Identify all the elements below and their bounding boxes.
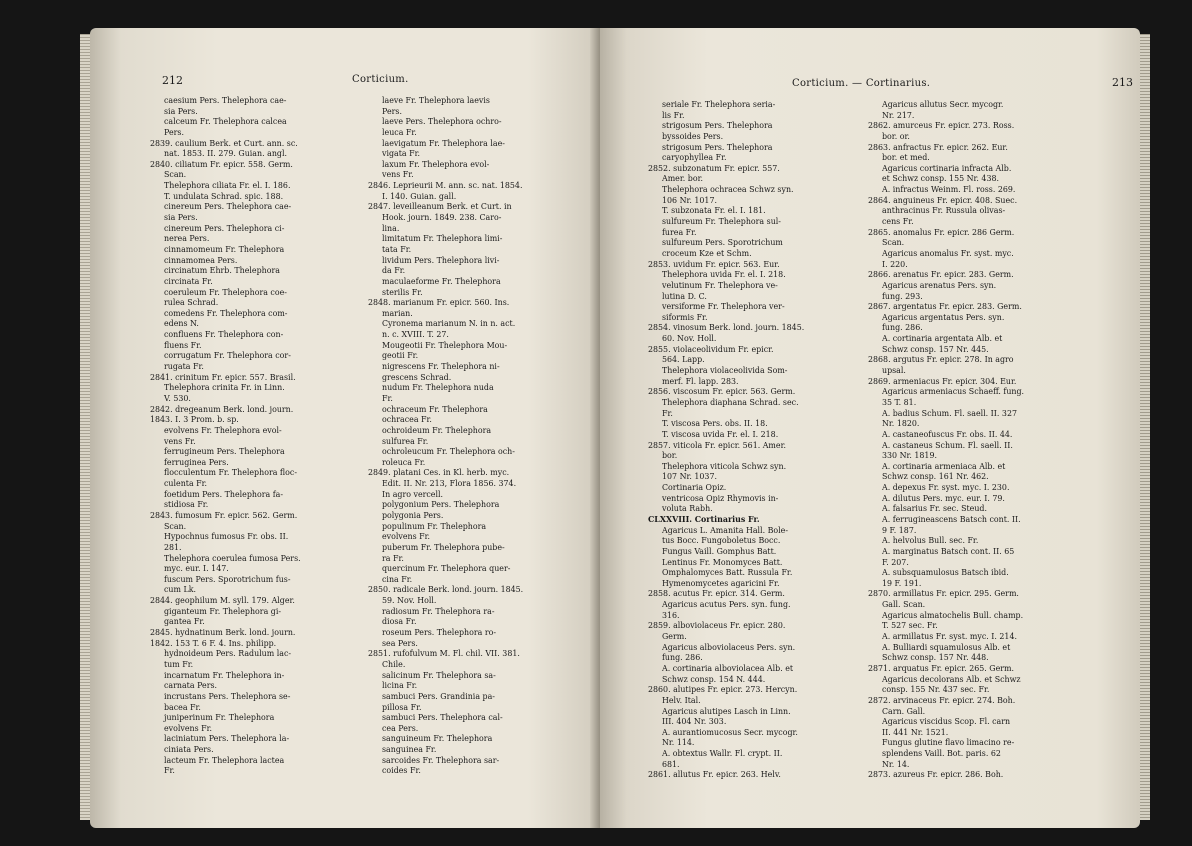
left-col1-line: sia Pers. bbox=[164, 213, 198, 223]
left-col1-line: ferruginea Pers. bbox=[164, 457, 229, 467]
right-col1-line: 564. Lapp. bbox=[662, 355, 705, 365]
right-col2-line: consp. 155 Nr. 437 sec. Fr. bbox=[882, 685, 990, 695]
right-col1-line: croceum Kze et Schm. bbox=[662, 248, 752, 258]
left-col1-line: nat. 1853. II. 279. Guian. angl. bbox=[164, 149, 287, 159]
left-col2-line: ochroleucum Fr. Thelephora och- bbox=[382, 447, 515, 457]
right-col1-line: versiforme Fr. Thelephora ver- bbox=[662, 302, 785, 312]
left-col1-line: fuscum Pers. Sporotrichum fus- bbox=[164, 574, 291, 584]
right-col2-line: Agaricus decolorans Alb. et Schwz bbox=[882, 674, 1021, 684]
left-col1-line: incarnatum Fr. Thelephora in- bbox=[164, 670, 285, 680]
left-col2-line: Pers. bbox=[382, 106, 402, 116]
right-col2-line: A. castaneofuscus Fr. obs. II. 44. bbox=[882, 429, 1013, 439]
right-col1-line: Fr. bbox=[662, 408, 673, 418]
left-col2-line: sanguinea Fr. bbox=[382, 745, 437, 755]
right-col2-line: et Schwz consp. 155 Nr. 438. bbox=[882, 174, 1000, 184]
left-col2-line: ochracea Fr. bbox=[382, 415, 432, 425]
right-col1-line: Thelephora uvida Fr. el. I. 218. bbox=[662, 270, 786, 280]
right-col2-line: Nr. 14. bbox=[882, 759, 910, 769]
right-col1-line: merf. Fl. lapp. 283. bbox=[662, 376, 739, 386]
left-col2-line: limitatum Fr. Thelephora limi- bbox=[382, 234, 503, 244]
left-col1-line: caesium Pers. Thelephora cae- bbox=[164, 96, 287, 105]
right-col1-line: T. viscosa uvida Fr. el. I. 218. bbox=[662, 429, 779, 439]
left-col1-line: rugata Fr. bbox=[164, 362, 204, 372]
right-col2-line: 2869. armeniacus Fr. epicr. 304. Eur. bbox=[868, 376, 1017, 386]
right-col2-line: Agaricus almatochelis Bull. champ. bbox=[882, 610, 1024, 620]
left-col2-line: polygonium Pers. Thelephora bbox=[382, 500, 500, 510]
left-col1-line: cinnamomea Pers. bbox=[164, 255, 238, 265]
left-col2-line: Edit. II. Nr. 213, Flora 1856. 374. bbox=[382, 479, 517, 489]
left-col2-line: diosa Fr. bbox=[382, 617, 417, 627]
left-col2-line: maculaeforme Fr. Thelephora bbox=[382, 276, 501, 286]
left-col1-line: Scan. bbox=[164, 170, 187, 180]
left-col1-line: edens N. bbox=[164, 319, 199, 329]
right-col1-line: 316. bbox=[662, 610, 680, 620]
left-col2-line: puberum Fr. Thelephora pube- bbox=[382, 542, 505, 552]
right-running-head: Corticium. — Cortinarius. bbox=[792, 78, 931, 89]
left-col2-line: geotii Fr. bbox=[382, 351, 419, 361]
left-col2-line: sulfurea Fr. bbox=[382, 436, 429, 446]
right-col2-line: A. helvolus Bull. sec. Fr. bbox=[882, 536, 979, 546]
left-col2-line: salicinum Fr. Thelephora sa- bbox=[382, 670, 496, 680]
left-col1-line: hydnoideum Pers. Radulum lac- bbox=[164, 649, 292, 659]
right-col1-line: lutina D. C. bbox=[662, 291, 707, 301]
right-col1-line: CLXXVIII. Cortinarius Fr. bbox=[648, 514, 760, 524]
right-col1-line: 2853. uvidum Fr. epicr. 563. Eur. bbox=[648, 259, 780, 269]
right-col1-line: Hymenomycetes agaricini Fr. bbox=[662, 578, 780, 588]
right-col1-line: Thelephora violaceolivida Som- bbox=[662, 366, 788, 376]
left-col2-line: populinum Fr. Thelephora bbox=[382, 521, 487, 531]
left-col2-line: sterilis Fr. bbox=[382, 287, 423, 297]
right-col1-line: 106 Nr. 1017. bbox=[662, 195, 717, 205]
right-col2-line: A. dilutus Pers. myc. eur. I. 79. bbox=[882, 493, 1005, 503]
right-col1-line: 2852. subzonatum Fr. epicr. 557. bbox=[648, 163, 780, 173]
right-col1-line: 2856. viscosum Fr. epicr. 563. Germ. bbox=[648, 387, 796, 397]
right-col1-line: Thelephora diaphana Schrad. sec. bbox=[662, 397, 799, 407]
right-col1-line: A. cortinaria alboviolacea Alb. et bbox=[662, 663, 794, 673]
right-col1-line: Schwz consp. 154 N. 444. bbox=[662, 674, 766, 684]
left-col1-line: laciniatum Pers. Thelephora la- bbox=[164, 734, 290, 744]
right-col1-line: 2861. allutus Fr. epicr. 263. Helv. bbox=[648, 770, 781, 780]
left-col1-line: T. undulata Schrad. spic. 188. bbox=[164, 191, 284, 201]
left-col1-line: stidiosa Fr. bbox=[164, 500, 209, 510]
left-col1-line: confluens Fr. Thelephora con- bbox=[164, 330, 284, 340]
right-col1-line: strigosum Pers. Thelephora bbox=[662, 121, 773, 131]
right-col2-line: Schwz consp. 161 Nr. 462. bbox=[882, 472, 989, 482]
right-col2-line: T. 527 sec. Fr. bbox=[882, 621, 938, 631]
right-col2-line: A. armillatus Fr. syst. myc. I. 214. bbox=[882, 632, 1017, 642]
left-col2-line: sea Pers. bbox=[382, 638, 418, 648]
left-col2-line: sambuci Pers. Thelephora cal- bbox=[382, 713, 503, 723]
left-col1-line: 2845. hydnatinum Berk. lond. journ. bbox=[150, 628, 296, 638]
right-col1-line: 2857. viticola Fr. epicr. 561. Amer. bbox=[648, 440, 786, 450]
left-col2-line: radiosum Fr. Thelephora ra- bbox=[382, 606, 495, 616]
right-col1-line: velutinum Fr. Thelephora ve- bbox=[662, 280, 778, 290]
right-column-1 bbox=[648, 100, 804, 781]
right-col2-line: 330 Nr. 1819. bbox=[882, 451, 937, 461]
left-col1-line: tum Fr. bbox=[164, 659, 194, 669]
left-col1-line: lacteum Fr. Thelephora lactea bbox=[164, 755, 285, 765]
left-col1-line: rulea Schrad. bbox=[164, 298, 219, 308]
left-col1-line: 2844. geophilum M. syll. 179. Alger. bbox=[150, 596, 295, 606]
left-col1-line: juniperinum Fr. Thelephora bbox=[164, 713, 275, 723]
right-col2-line: Carn. Gall. bbox=[882, 706, 926, 716]
left-col1-line: nerea Pers. bbox=[164, 234, 210, 244]
right-col1-line: Thelephora ochracea Schwz syn. bbox=[662, 185, 794, 195]
right-col1-line: Nr. 114. bbox=[662, 738, 695, 748]
right-col2-line: A. badius Schum. Fl. saell. II. 327 bbox=[882, 408, 1017, 418]
right-col1-line: tus Bocc. Fungoboletus Bocc. bbox=[662, 536, 781, 546]
left-col1-line: 1842. 153 T. 6 F. 4. Ins. philipp. bbox=[150, 638, 277, 648]
right-col2-line: Agaricus cortinaria infracta Alb. bbox=[882, 163, 1012, 173]
right-col2-line: 2870. armillatus Fr. epicr. 295. Germ. bbox=[868, 589, 1019, 599]
right-col1-line: Agaricus alboviolaceus Pers. syn. bbox=[662, 642, 796, 652]
right-col1-line: Helv. Ital. bbox=[662, 695, 701, 705]
right-col1-line: III. 404 Nr. 303. bbox=[662, 717, 727, 727]
left-col1-line: carnata Pers. bbox=[164, 681, 218, 691]
right-col1-line: bor. bbox=[662, 451, 678, 461]
right-col1-line: 2858. acutus Fr. epicr. 314. Germ. bbox=[648, 589, 785, 599]
right-col2-line: Agaricus arenatus Pers. syn. bbox=[882, 280, 997, 290]
right-col2-line: 2862. amurceus Fr. epicr. 273. Ross. bbox=[868, 121, 1015, 131]
right-col1-line: ventricosa Opiz Rhymovis in- bbox=[662, 493, 779, 503]
left-page bbox=[90, 28, 605, 828]
left-col1-line: ciniata Pers. bbox=[164, 745, 214, 755]
left-col1-line: 1843. I. 3 Prom. b. sp. bbox=[150, 415, 239, 425]
left-col1-line: 2843. fumosum Fr. epicr. 562. Germ. bbox=[150, 510, 298, 520]
left-col1-line: cinereum Pers. Thelephora cae- bbox=[164, 202, 292, 212]
right-col2-line: Schwz consp. 157 Nr. 448. bbox=[882, 653, 989, 663]
right-col1-line: Omphalomyces Batt. Russula Fr. bbox=[662, 568, 793, 578]
right-col1-line: strigosum Pers. Thelephora bbox=[662, 142, 773, 152]
right-col1-line: fung. 286. bbox=[662, 653, 703, 663]
right-col1-line: 681. bbox=[662, 759, 680, 769]
left-col2-line: ochroideum Fr. Thelephora bbox=[382, 425, 492, 435]
left-col1-line: cum Lk. bbox=[164, 585, 197, 595]
left-col1-line: foetidum Pers. Thelephora fa- bbox=[164, 489, 283, 499]
left-col1-line: culenta Fr. bbox=[164, 479, 208, 489]
right-col1-line: Amer. bor. bbox=[662, 174, 703, 184]
right-col2-line: Agaricus allutus Secr. mycogr. bbox=[882, 100, 1004, 109]
right-col1-line: A. obtextus Wallr. Fl. crypt. II. bbox=[662, 749, 783, 759]
right-col1-line: Fungus Vaill. Gomphus Batt. bbox=[662, 546, 777, 556]
left-col1-line: calceum Fr. Thelephora calcea bbox=[164, 117, 287, 127]
right-col1-line: Cortinaria Opiz. bbox=[662, 483, 727, 493]
right-col2-line: bor. et med. bbox=[882, 153, 930, 163]
left-col2-line: grescens Schrad. bbox=[382, 372, 452, 382]
right-col1-line: Agaricus alutipes Lasch in Linn. bbox=[662, 706, 791, 716]
right-page-number: 213 bbox=[1112, 76, 1133, 89]
left-col1-line: fluens Fr. bbox=[164, 340, 202, 350]
right-col2-line: A. Bulliardi squamulosus Alb. et bbox=[882, 642, 1011, 652]
right-col2-line: F. 207. bbox=[882, 557, 909, 567]
right-col2-line: Schwz consp. 157 Nr. 445. bbox=[882, 344, 989, 354]
right-col2-line: 2867. argentatus Fr. epicr. 283. Germ. bbox=[868, 302, 1022, 312]
right-col2-line: A. cortinaria armeniaca Alb. et bbox=[882, 461, 1006, 471]
right-col2-line: Agaricus viscidus Scop. Fl. carn bbox=[882, 717, 1011, 727]
right-col1-line: sulfureum Fr. Thelephora sul- bbox=[662, 217, 781, 227]
right-column-2 bbox=[868, 100, 1024, 781]
right-col2-line: bor. or. bbox=[882, 131, 910, 141]
right-col2-line: Agaricus anomalus Fr. syst. myc. bbox=[882, 248, 1014, 258]
left-col2-line: roseum Pers. Thelephora ro- bbox=[382, 628, 497, 638]
left-col2-line: Cyronema marianum N. in n. act. bbox=[382, 319, 516, 329]
left-col1-line: Pers. bbox=[164, 127, 184, 137]
right-col2-line: fung. 293. bbox=[882, 291, 923, 301]
right-col2-line: 2872. arvinaceus Fr. epicr. 274. Boh. bbox=[868, 695, 1016, 705]
right-col2-line: 9 F. 187. bbox=[882, 525, 917, 535]
left-col2-line: roleuca Fr. bbox=[382, 457, 426, 467]
right-col2-line: cens Fr. bbox=[882, 217, 914, 227]
right-col2-line: fung. 286. bbox=[882, 323, 923, 333]
left-col2-line: laevigatum Fr. Thelephora lae- bbox=[382, 138, 505, 148]
left-col2-line: laeve Pers. Thelephora ochro- bbox=[382, 117, 502, 127]
left-col2-line: leuca Fr. bbox=[382, 127, 417, 137]
left-col2-line: cina Fr. bbox=[382, 574, 413, 584]
left-col1-line: circinatum Ehrb. Thelephora bbox=[164, 266, 280, 276]
left-col2-line: tata Fr. bbox=[382, 244, 412, 254]
right-col2-line: anthracinus Fr. Russula olivas- bbox=[882, 206, 1006, 216]
right-col1-line: lis Fr. bbox=[662, 110, 685, 120]
left-col2-line: 59. Nov. Holl. bbox=[382, 596, 437, 606]
right-col2-line: A. castaneus Schum. Fl. saell. II. bbox=[882, 440, 1013, 450]
left-col1-line: gantea Fr. bbox=[164, 617, 205, 627]
left-col2-line: laxum Fr. Thelephora evol- bbox=[382, 159, 490, 169]
left-running-head: Corticium. bbox=[352, 74, 409, 85]
right-col1-line: Agaricus acutus Pers. syn. fung. bbox=[662, 600, 791, 610]
right-col2-line: II. 441 Nr. 1521. bbox=[882, 727, 949, 737]
right-col2-line: Fungus glutine flavo limacino re- bbox=[882, 738, 1015, 748]
right-col2-line: Agaricus argentatus Pers. syn. bbox=[882, 312, 1005, 322]
left-col2-line: nigrescens Fr. Thelephora ni- bbox=[382, 362, 500, 372]
left-col1-line: Fr. bbox=[164, 766, 175, 776]
right-col2-line: 2865. anomalus Fr. epicr. 286 Germ. bbox=[868, 227, 1015, 237]
left-col1-line: circinata Fr. bbox=[164, 276, 213, 286]
right-col2-line: A. depexus Fr. syst. myc. I. 230. bbox=[882, 483, 1010, 493]
right-col2-line: 2871. arquatus Fr. epicr. 265. Germ. bbox=[868, 663, 1015, 673]
left-col2-line: licina Fr. bbox=[382, 681, 418, 691]
left-col1-line: vens Fr. bbox=[164, 436, 196, 446]
left-col2-line: evolvens Fr. bbox=[382, 532, 431, 542]
right-col1-line: Lentinus Fr. Monomyces Batt. bbox=[662, 557, 783, 567]
left-col2-line: vigata Fr. bbox=[382, 149, 421, 159]
left-page-number: 212 bbox=[162, 74, 183, 87]
left-col1-line: ferrugineum Pers. Thelephora bbox=[164, 447, 285, 457]
left-col1-line: 2839. caulium Berk. et Curt. ann. sc. bbox=[150, 138, 298, 148]
left-col2-line: vens Fr. bbox=[382, 170, 414, 180]
left-col2-line: 2850. radicale Berk. lond. journ. 1845. bbox=[368, 585, 524, 595]
left-col1-line: Thelephora ciliata Fr. el. I. 186. bbox=[164, 181, 291, 191]
left-col2-line: lina. bbox=[382, 223, 400, 233]
left-col2-line: da Fr. bbox=[382, 266, 406, 276]
left-col2-line: I. 140. Guian. gall. bbox=[382, 191, 457, 201]
right-col1-line: seriale Fr. Thelephora seria- bbox=[662, 100, 776, 109]
right-col1-line: 2860. alutipes Fr. epicr. 273. Hercyn. bbox=[648, 685, 798, 695]
left-col1-line: 281. bbox=[164, 542, 182, 552]
left-col2-line: coides Fr. bbox=[382, 766, 421, 776]
right-col1-line: Germ. bbox=[662, 632, 687, 642]
left-column-2 bbox=[368, 96, 523, 777]
left-col2-line: Chile. bbox=[382, 659, 406, 669]
right-col1-line: 2855. violaceolividum Fr. epicr. bbox=[648, 344, 774, 354]
left-col2-line: 2848. marianum Fr. epicr. 560. Ins. bbox=[368, 298, 510, 308]
left-col2-line: lividum Pers. Thelephora livi- bbox=[382, 255, 500, 265]
left-col1-line: cinnamomeum Fr. Thelephora bbox=[164, 244, 285, 254]
left-col2-line: quercinum Fr. Thelephora quer- bbox=[382, 564, 511, 574]
left-col2-line: In agro vercell. bbox=[382, 489, 444, 499]
right-col1-line: A. aurantiomucosus Secr. mycogr. bbox=[662, 727, 798, 737]
left-col1-line: Hypochnus fumosus Fr. obs. II. bbox=[164, 532, 289, 542]
right-col1-line: siformis Fr. bbox=[662, 312, 708, 322]
right-col2-line: A. falsarius Fr. sec. Steud. bbox=[882, 504, 987, 514]
left-col2-line: Mougeotii Fr. Thelephora Mou- bbox=[382, 340, 508, 350]
left-col2-line: sanguineum Fr. Thelephora bbox=[382, 734, 493, 744]
right-col2-line: A. subsquamulosus Batsch ibid. bbox=[882, 568, 1009, 578]
right-col2-line: 2863. anfractus Fr. epicr. 262. Eur. bbox=[868, 142, 1008, 152]
right-col1-line: T. subzonata Fr. el. I. 181. bbox=[662, 206, 766, 216]
left-col2-line: 2846. Leprieurii M. ann. sc. nat. 1854. bbox=[368, 181, 523, 191]
right-col1-line: Thelephora viticola Schwz syn. bbox=[662, 461, 787, 471]
left-column-1 bbox=[150, 96, 301, 777]
right-col2-line: A. marginatus Batsch cont. II. 65 bbox=[882, 546, 1015, 556]
right-col2-line: Nr. 1820. bbox=[882, 419, 920, 429]
right-col1-line: T. viscosa Pers. obs. II. 18. bbox=[662, 419, 768, 429]
left-col2-line: 2849. platani Ces. in Kl. herb. myc. bbox=[368, 468, 510, 478]
left-col1-line: 2841. crinitum Fr. epicr. 557. Brasil. bbox=[150, 372, 296, 382]
left-col1-line: comedens Fr. Thelephora com- bbox=[164, 308, 288, 318]
left-col2-line: 2851. rufofulvum M. Fl. chil. VII. 381. bbox=[368, 649, 520, 659]
left-col2-line: polygonia Pers. bbox=[382, 510, 444, 520]
right-col2-line: Scan. bbox=[882, 238, 905, 248]
right-col2-line: Nr. 217. bbox=[882, 110, 915, 120]
right-col2-line: 19 F. 191. bbox=[882, 578, 922, 588]
right-col2-line: 2868. argutus Fr. epicr. 278. In agro bbox=[868, 355, 1014, 365]
left-col2-line: n. c. XVIII. T. 27. bbox=[382, 330, 449, 340]
left-col1-line: cinereum Pers. Thelephora ci- bbox=[164, 223, 285, 233]
left-col2-line: ochraceum Fr. Thelephora bbox=[382, 404, 488, 414]
left-col1-line: coeruleum Fr. Thelephora coe- bbox=[164, 287, 287, 297]
left-col1-line: evolvens Fr. Thelephora evol- bbox=[164, 425, 282, 435]
right-col2-line: A. infractus Weinm. Fl. ross. 269. bbox=[882, 185, 1016, 195]
right-col1-line: 107 Nr. 1037. bbox=[662, 472, 717, 482]
right-col2-line: 35 T. 81. bbox=[882, 397, 917, 407]
right-col2-line: splendens Vaill. Bot. paris. 62 bbox=[882, 749, 1001, 759]
left-col1-line: evolvens Fr. bbox=[164, 723, 213, 733]
left-col2-line: Fr. bbox=[382, 393, 393, 403]
left-col2-line: 2847. leveilleanum Berk. et Curt. in bbox=[368, 202, 512, 212]
left-col1-line: giganteum Fr. Thelephora gi- bbox=[164, 606, 282, 616]
left-col2-line: sarcoides Fr. Thelephora sar- bbox=[382, 755, 500, 765]
right-col1-line: caryophyllea Fr. bbox=[662, 153, 727, 163]
right-page bbox=[600, 28, 1140, 828]
left-col1-line: bacea Fr. bbox=[164, 702, 201, 712]
right-col2-line: A. cortinaria argentata Alb. et bbox=[882, 334, 1003, 344]
left-col1-line: Thelephora coerulea fumosa Pers. bbox=[164, 553, 301, 563]
right-col2-line: 2864. anguineus Fr. epicr. 408. Suec. bbox=[868, 195, 1018, 205]
left-col1-line: flocculentum Fr. Thelephora floc- bbox=[164, 468, 298, 478]
left-col1-line: sia Pers. bbox=[164, 106, 198, 116]
right-col1-line: Agaricus L. Amanita Hall. Bole- bbox=[662, 525, 788, 535]
left-col1-line: incrustans Pers. Thelephora se- bbox=[164, 691, 291, 701]
left-col1-line: V. 530. bbox=[164, 393, 191, 403]
left-col1-line: myc. eur. I. 147. bbox=[164, 564, 229, 574]
right-col2-line: A. ferrugineascens Batsch cont. II. bbox=[882, 514, 1021, 524]
right-col1-line: 2859. alboviolaceus Fr. epicr. 280. bbox=[648, 621, 786, 631]
right-col2-line: 2873. azureus Fr. epicr. 286. Boh. bbox=[868, 770, 1004, 780]
left-col2-line: marian. bbox=[382, 308, 413, 318]
left-col2-line: cea Pers. bbox=[382, 723, 419, 733]
right-col1-line: 60. Nov. Holl. bbox=[662, 334, 717, 344]
right-col2-line: Gall. Scan. bbox=[882, 600, 926, 610]
left-col2-line: sambuci Pers. Grandinia pa- bbox=[382, 691, 495, 701]
left-col2-line: Hook. journ. 1849. 238. Caro- bbox=[382, 213, 502, 223]
right-col1-line: byssoides Pers. bbox=[662, 131, 724, 141]
left-col1-line: Thelephora crinita Fr. in Linn. bbox=[164, 383, 285, 393]
right-col2-line: I. 220. bbox=[882, 259, 908, 269]
right-col1-line: sulfureum Pers. Sporotrichum bbox=[662, 238, 783, 248]
left-col2-line: laeve Fr. Thelephora laevis bbox=[382, 96, 490, 105]
left-col2-line: pillosa Fr. bbox=[382, 702, 422, 712]
left-col1-line: 2842. dregeanum Berk. lond. journ. bbox=[150, 404, 294, 414]
left-col2-line: ra Fr. bbox=[382, 553, 404, 563]
left-col1-line: corrugatum Fr. Thelephora cor- bbox=[164, 351, 291, 361]
right-col2-line: upsal. bbox=[882, 366, 906, 376]
left-col2-line: nudum Fr. Thelephora nuda bbox=[382, 383, 494, 393]
left-col1-line: 2840. ciliatum Fr. epicr. 558. Germ. bbox=[150, 159, 293, 169]
right-col1-line: voluta Rabh. bbox=[662, 504, 713, 514]
right-col1-line: furea Fr. bbox=[662, 227, 697, 237]
right-col1-line: 2854. vinosum Berk. lond. journ. 1845. bbox=[648, 323, 805, 333]
right-col2-line: 2866. arenatus Fr. epicr. 283. Germ. bbox=[868, 270, 1014, 280]
right-col2-line: Agaricus armeniacus Schaeff. fung. bbox=[882, 387, 1025, 397]
left-col1-line: Scan. bbox=[164, 521, 187, 531]
